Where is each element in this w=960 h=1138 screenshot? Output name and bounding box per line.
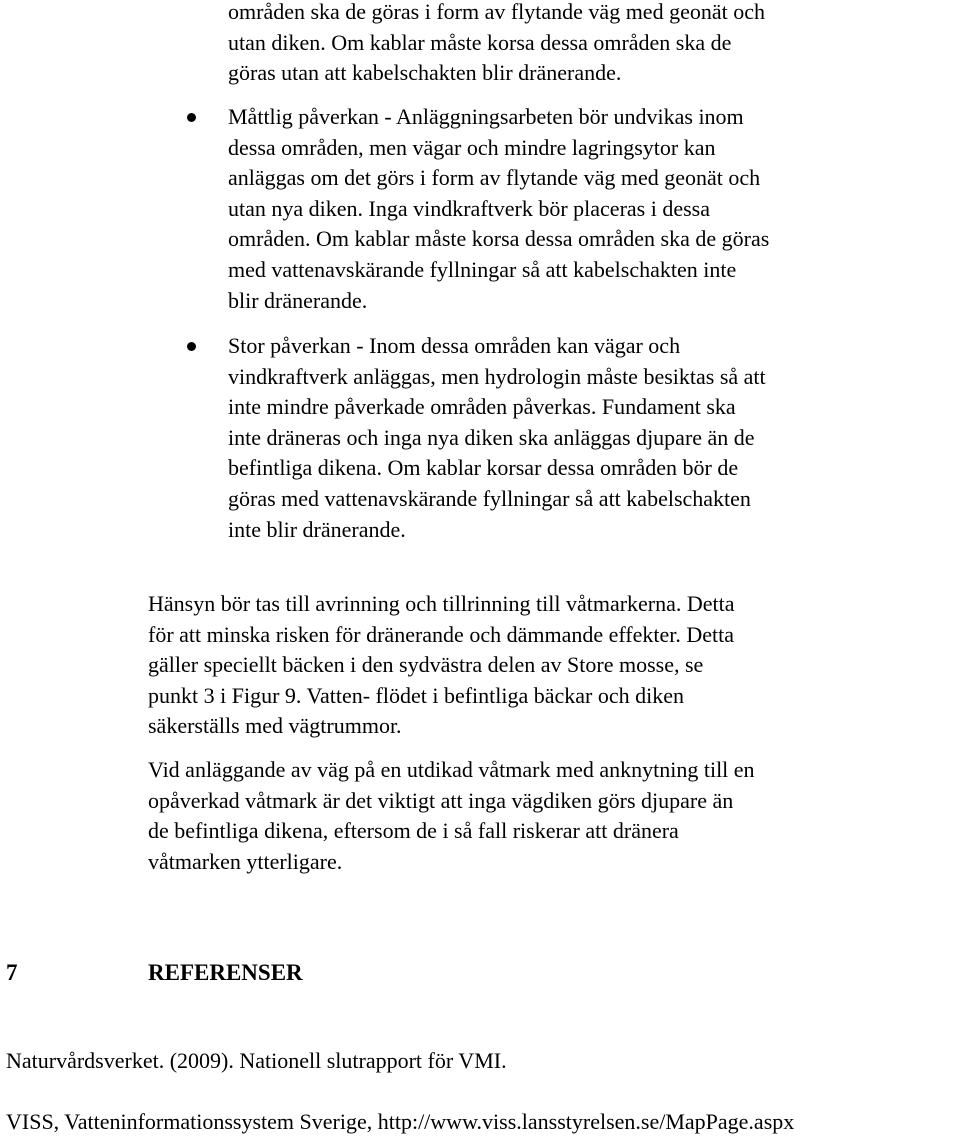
text-line: inte blir dränerande. bbox=[228, 516, 406, 542]
text-line: blir dränerande. bbox=[228, 287, 368, 313]
paragraph-drainage bbox=[148, 589, 735, 742]
text-line: gäller speciellt bäcken i den sydvästra delen av Store mosse, se bbox=[148, 652, 704, 678]
text-line: vindkraftverk anläggas, men hydrologin måste besiktas så att bbox=[228, 363, 766, 389]
text-line: med vattenavskärande fyllningar så att kabelschakten inte bbox=[228, 256, 737, 282]
bullet-item-moderate-impact bbox=[228, 102, 769, 316]
text-line: våtmarken ytterligare. bbox=[148, 848, 343, 874]
paragraph-road-construction bbox=[148, 755, 755, 877]
text-line: inte mindre påverkade områden påverkas. Fundament ska bbox=[228, 394, 736, 420]
text-line: göras utan att kabelschakten blir dränerande. bbox=[228, 60, 622, 86]
text-line: göras med vattenavskärande fyllningar så att kabelschakten bbox=[228, 485, 751, 511]
reference-item: Naturvårdsverket. (2009). Nationell slutrapport för VMI. bbox=[6, 1048, 507, 1073]
continued-bullet-text bbox=[228, 0, 765, 89]
text-line: opåverkad våtmark är det viktigt att inga vägdiken görs djupare än bbox=[148, 787, 734, 813]
text-line: områden. Om kablar måste korsa dessa områden ska de göras bbox=[228, 226, 770, 252]
text-line: Måttlig påverkan - Anläggningsarbeten bör undvikas inom bbox=[228, 104, 744, 129]
section-number: 7 bbox=[6, 960, 18, 985]
text-line: för att minska risken för dränerande och dämmande effekter. Detta bbox=[148, 621, 735, 647]
text-line: områden ska de göras i form av flytande väg med geonät och bbox=[228, 0, 765, 24]
bullet-icon bbox=[187, 113, 196, 122]
text-line: Vid anläggande av väg på en utdikad våtmark med anknytning till en bbox=[148, 757, 755, 782]
text-line: dessa områden, men vägar och mindre lagringsytor kan bbox=[228, 134, 716, 160]
section-title: REFERENSER bbox=[148, 960, 303, 985]
text-line: anläggas om det görs i form av flytande väg med geonät och bbox=[228, 165, 761, 191]
bullet-item-major-impact bbox=[228, 331, 766, 545]
text-line: Hänsyn bör tas till avrinning och tillrinning till våtmarkerna. Detta bbox=[148, 591, 735, 616]
text-line: utan diken. Om kablar måste korsa dessa områden ska de bbox=[228, 29, 732, 55]
text-line: befintliga dikena. Om kablar korsar dessa områden bör de bbox=[228, 455, 739, 481]
text-line: inte dräneras och inga nya diken ska anläggas djupare än de bbox=[228, 424, 755, 450]
reference-item: VISS, Vatteninformationssystem Sverige, http://www.viss.lansstyrelsen.se/MapPage.aspx bbox=[6, 1109, 795, 1134]
text-line: punkt 3 i Figur 9. Vatten- flödet i befintliga bäckar och diken bbox=[148, 682, 685, 708]
text-line: säkerställs med vägtrummor. bbox=[148, 713, 402, 739]
bullet-icon bbox=[187, 342, 196, 351]
text-line: Stor påverkan - Inom dessa områden kan vägar och bbox=[228, 333, 681, 358]
text-line: de befintliga dikena, eftersom de i så fall riskerar att dränera bbox=[148, 818, 679, 844]
text-line: utan nya diken. Inga vindkraftverk bör placeras i dessa bbox=[228, 195, 710, 221]
